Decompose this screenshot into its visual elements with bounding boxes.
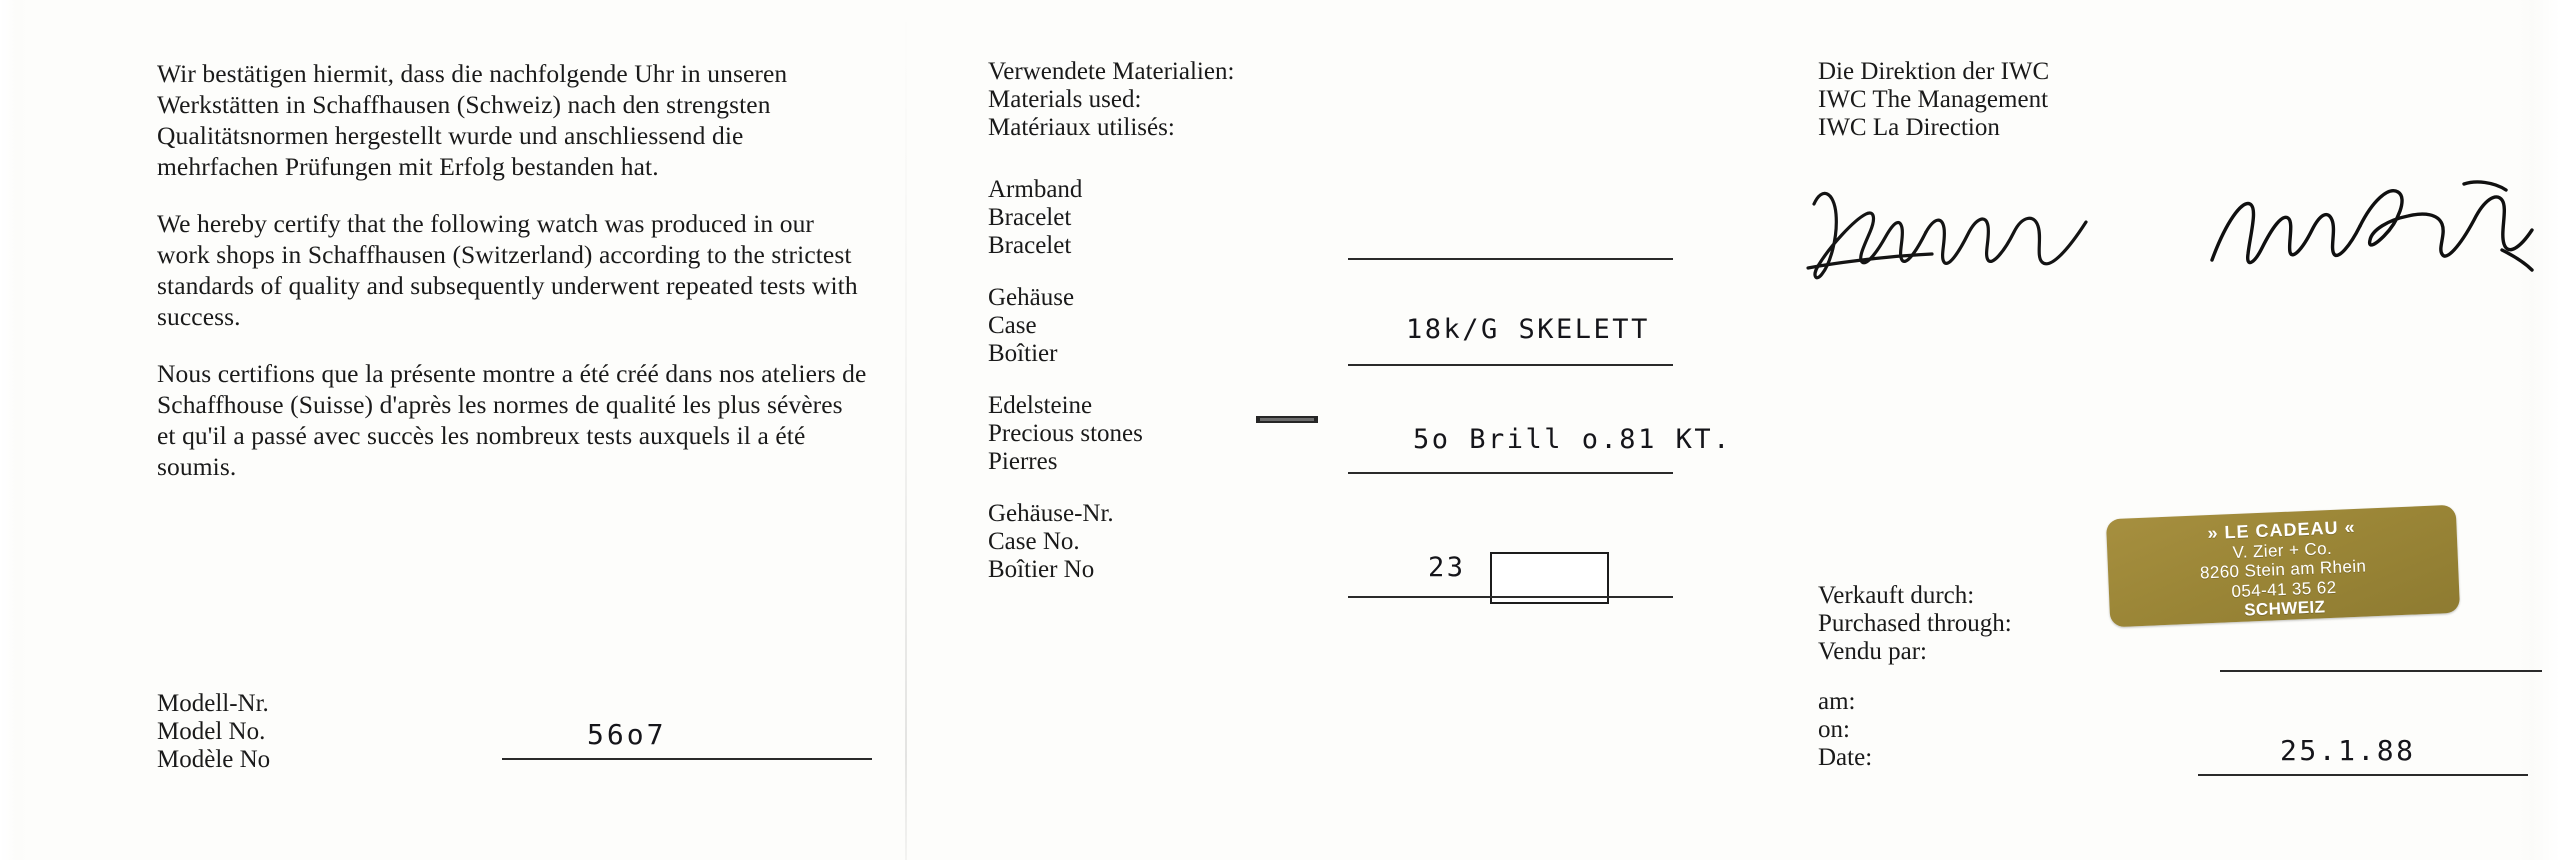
materials-block [988, 58, 1732, 608]
management-label-en: IWC The Management [1818, 86, 2049, 113]
bracelet-rule [1348, 258, 1673, 260]
date-labels [1818, 688, 2538, 772]
precious-stones-label-en: Precious stones [988, 420, 1143, 447]
date-rule [2198, 774, 2528, 776]
model-number-value: 56o7 [587, 718, 667, 751]
dealer-stamp-name: V. Zier + Co. [2232, 538, 2333, 562]
materials-entry-precious-stones [988, 392, 1732, 500]
case-no-value: 23 [1428, 552, 1466, 583]
bracelet-label-fr: Bracelet [988, 232, 1072, 259]
strikeout-mark-icon [1256, 416, 1318, 423]
precious-stones-label-fr: Pierres [988, 448, 1058, 475]
dealer-stamp-phone: 054-41 35 62 [2231, 577, 2337, 601]
model-number-rule [502, 758, 872, 760]
precious-stones-value: 5o Brill o.81 KT. [1413, 424, 1732, 455]
date-value: 25.1.88 [2280, 734, 2416, 767]
signature-left-icon [1800, 180, 2140, 310]
precious-stones-rule [1348, 472, 1673, 474]
model-label-de: Modell-Nr. [157, 690, 269, 717]
materials-heading [988, 58, 1708, 142]
date-label-de: am: [1818, 688, 1856, 715]
case-value: 18k/G SKELETT [1406, 314, 1650, 345]
date-block [1818, 688, 2538, 772]
dealer-stamp-title: » LE CADEAU « [2207, 516, 2356, 544]
signature-right-icon [2202, 174, 2542, 304]
purchased-rule [2220, 670, 2542, 672]
purchased-label-de: Verkauft durch: [1818, 582, 1975, 609]
bracelet-label-en: Bracelet [988, 204, 1072, 231]
model-label-en: Model No. [157, 718, 266, 745]
purchased-label-en: Purchased through: [1818, 610, 2012, 637]
certification-paragraph-de: Wir bestätigen hiermit, dass die nachfolgende Uhr in unseren Werkstätten in Schaffhausen (Schweiz) nach den strengsten Qualitätsnormen hergestellt wurde und anschliessend die mehrfachen Prüfungen mit Erfolg bestanden hat. [157, 59, 788, 181]
signature-area [1800, 180, 2540, 320]
management-block [1818, 58, 2518, 142]
date-label-fr: Date: [1818, 744, 1873, 771]
model-number-block [157, 690, 887, 780]
management-label-de: Die Direktion der IWC [1818, 58, 2050, 85]
purchased-label-fr: Vendu par: [1818, 638, 1927, 665]
case-rule [1348, 364, 1673, 366]
case-label-fr: Boîtier [988, 340, 1058, 367]
precious-stones-label-de: Edelsteine [988, 392, 1093, 419]
case-label-en: Case [988, 312, 1037, 339]
model-label-fr: Modèle No [157, 746, 271, 773]
certification-paragraph-fr: Nous certifions que la présente montre a été créé dans nos ateliers de Schaffhouse (Suisse) d'après les normes de qualité les plus sévères et qu'il a passé avec succès les nombreux tests auxquels il a été soumis. [157, 359, 867, 481]
case-no-rule [1348, 596, 1673, 598]
case-label-de: Gehäuse [988, 284, 1075, 311]
bracelet-label-de: Armband [988, 176, 1083, 203]
management-label-fr: IWC La Direction [1818, 114, 2000, 141]
bracelet-labels [988, 176, 1708, 260]
dealer-stamp-address: 8260 Stein am Rhein [2199, 556, 2367, 583]
case-no-label-en: Case No. [988, 528, 1080, 555]
materials-heading-en: Materials used: [988, 86, 1142, 113]
materials-entry-case [988, 284, 1708, 392]
dealer-stamp-country: SCHWEIZ [2243, 597, 2326, 620]
management-labels [1818, 58, 2518, 142]
certification-text-block [157, 58, 867, 482]
case-no-label-fr: Boîtier No [988, 556, 1095, 583]
paper-edge-left [0, 0, 28, 860]
materials-entry-case-no [988, 500, 1708, 608]
materials-heading-fr: Matériaux utilisés: [988, 114, 1175, 141]
case-no-label-de: Gehäuse-Nr. [988, 500, 1114, 527]
materials-entry-bracelet [988, 176, 1708, 284]
certification-paragraph-en: We hereby certify that the following watch was produced in our work shops in Schaffhausen (Switzerland) according to the strictest standards of quality and subsequently underwent repeated tests with success. [157, 209, 858, 331]
paper-fold-line [905, 0, 907, 860]
model-number-labels [157, 690, 270, 774]
dealer-stamp [2106, 505, 2460, 628]
date-label-en: on: [1818, 716, 1850, 743]
materials-heading-de: Verwendete Materialien: [988, 58, 1235, 85]
